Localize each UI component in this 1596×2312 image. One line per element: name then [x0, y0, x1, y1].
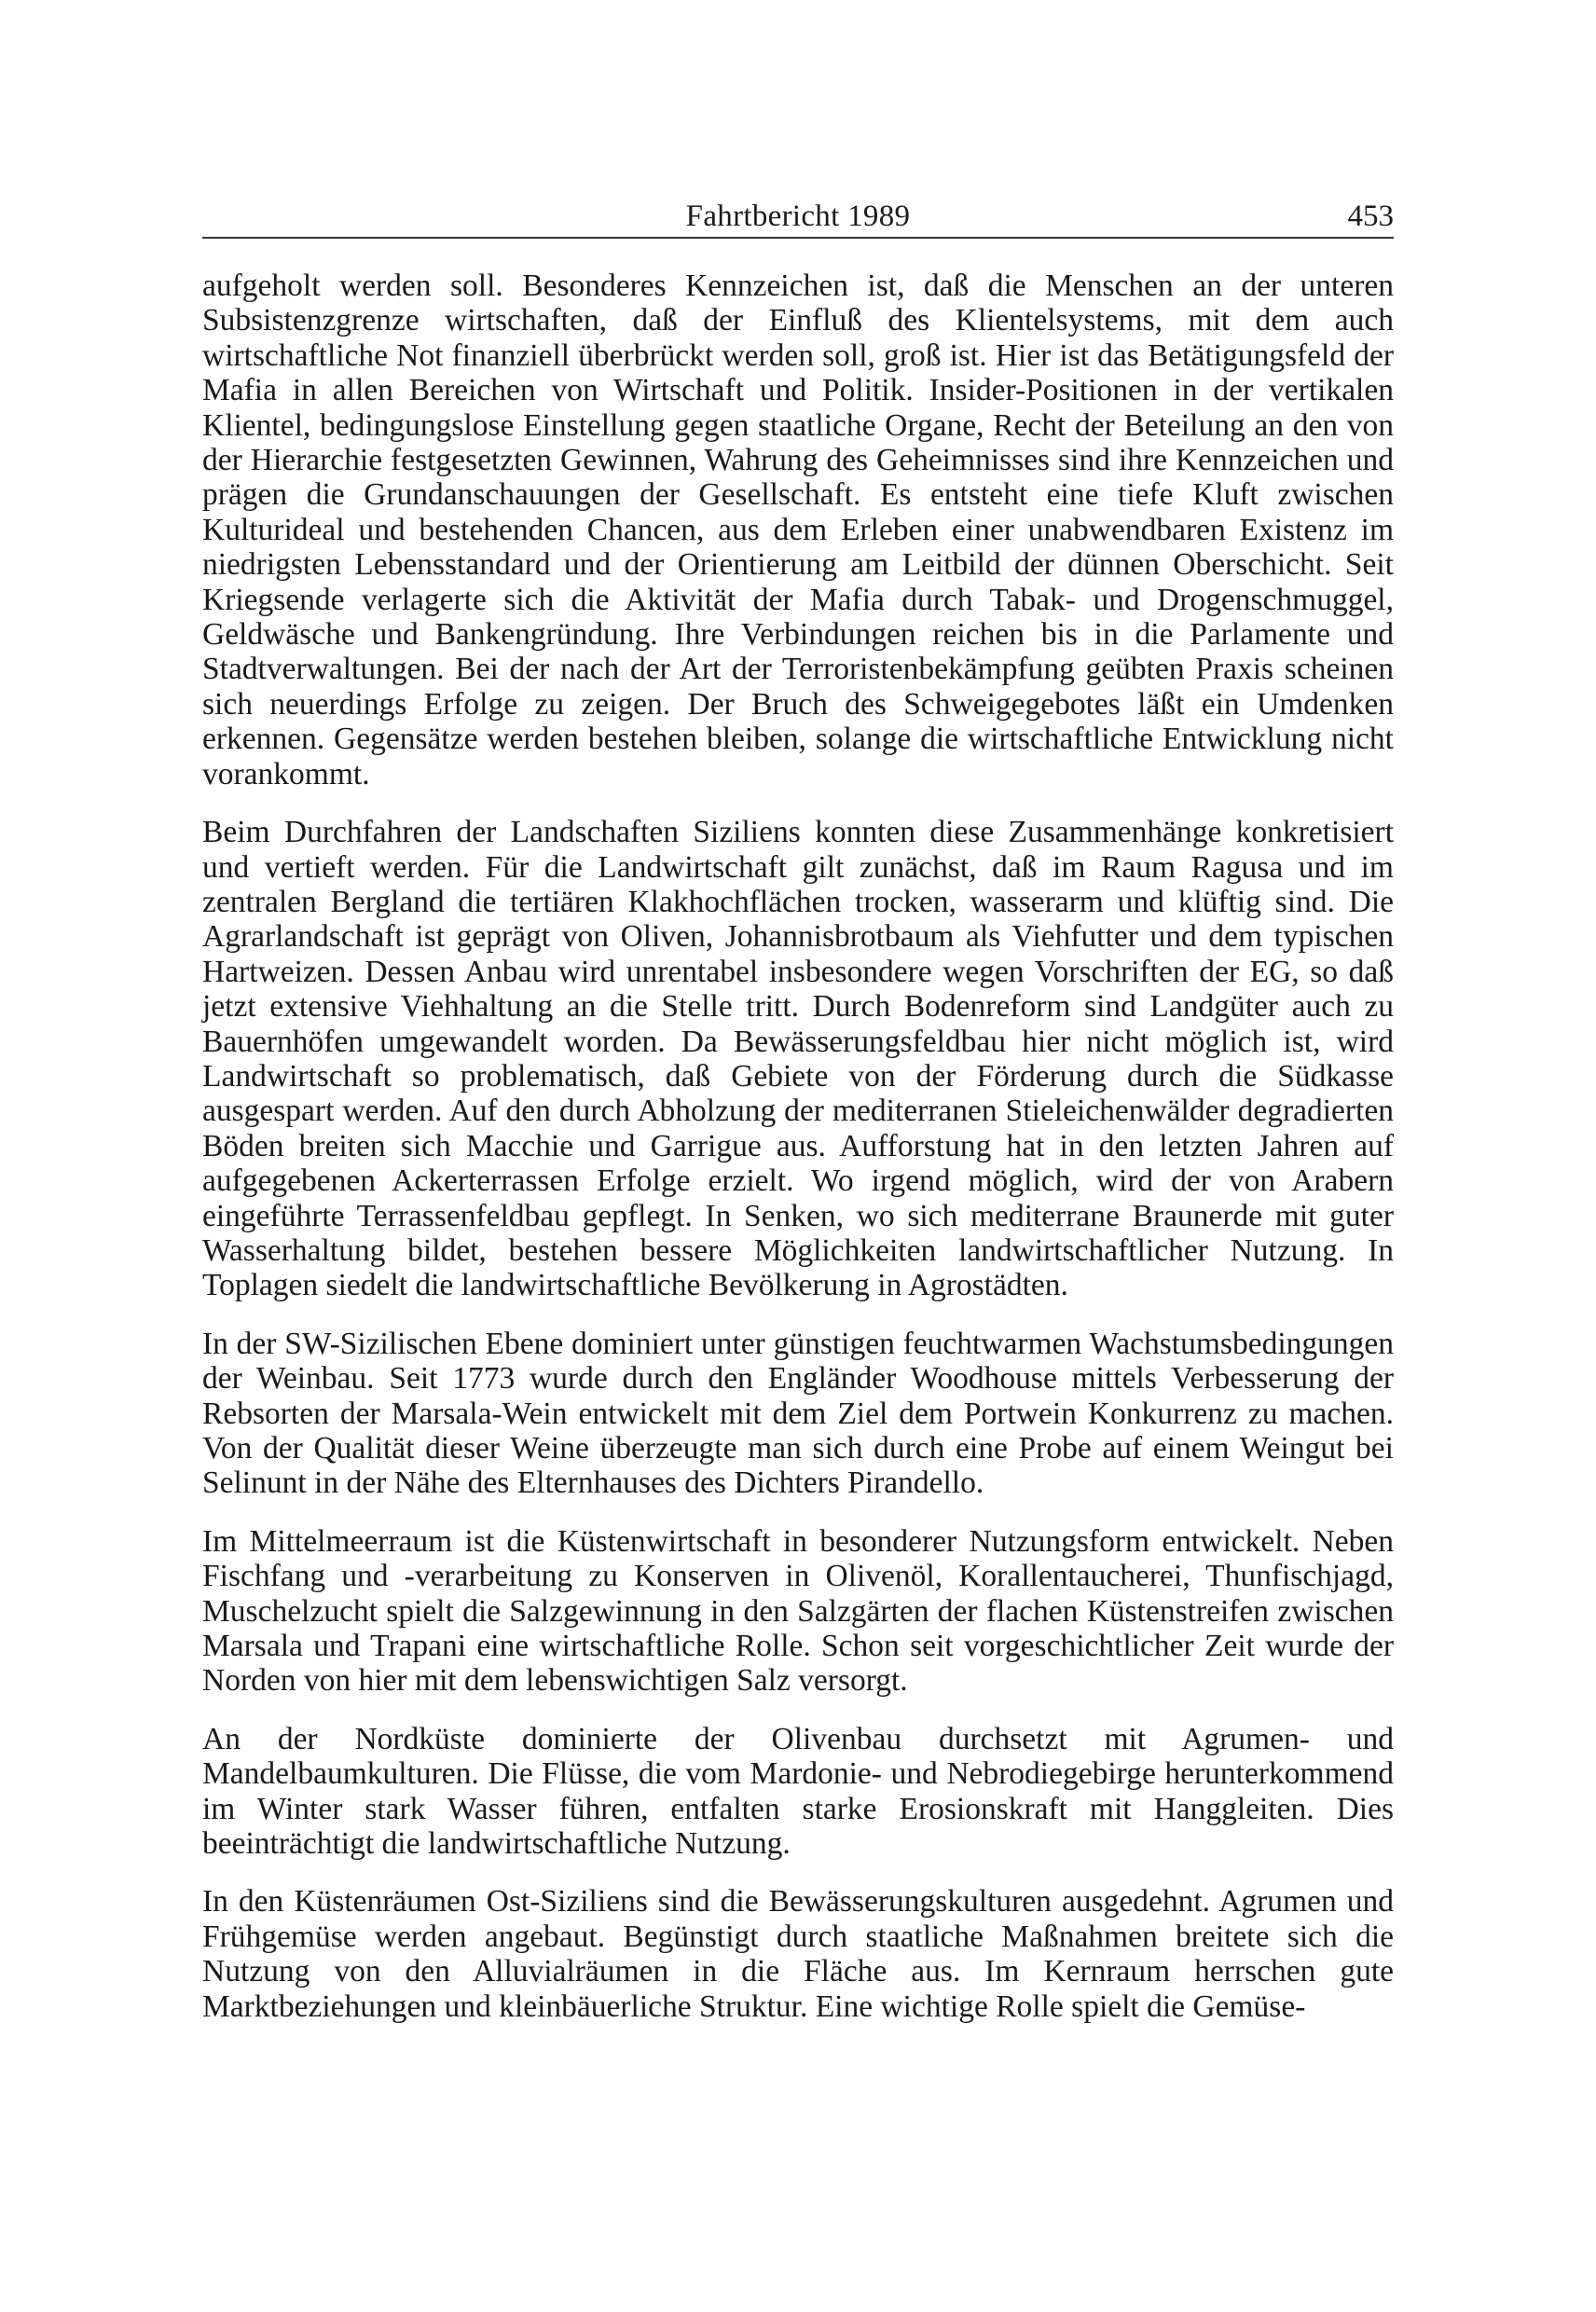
paragraph-ost-sizilien: In den Küstenräumen Ost-Siziliens sind die Bewässerungskulturen ausgedehnt. Agrumen und Frühgemüse werden angebaut. Begünstigt durch staatliche Maßnahmen breitete sich die Nutzung von den Alluvialräumen in die Fläche aus. Im Kernraum herrschen gute Marktbeziehungen und kleinbäuerliche Struktur. Eine wichtige Rolle spielt die Gemüse-: [202, 1884, 1394, 2024]
page-number: 453: [1347, 200, 1394, 233]
running-header: [202, 192, 1394, 239]
paragraph-weinbau: In der SW-Sizilischen Ebene dominiert unter günstigen feuchtwarmen Wachstumsbedingungen der Weinbau. Seit 1773 wurde durch den Engländer Woodhouse mittels Verbesserung der Rebsorten der Marsala-Wein entwickelt mit dem Ziel dem Portwein Konkurrenz zu machen. Von der Qualität dieser Weine überzeugte man sich durch eine Probe auf einem Weingut bei Selinunt in der Nähe des Elternhauses des Dichters Pirandello.: [202, 1326, 1394, 1501]
paragraph-kuestenwirtschaft: Im Mittelmeerraum ist die Küstenwirtschaft in besonderer Nutzungsform entwickelt. Neben Fischfang und -verarbeitung zu Konserven in Olivenöl, Korallentaucherei, Thunfischjagd, Muschelzucht spielt die Salzgewinnung in den Salzgärten der flachen Küstenstreifen zwischen Marsala und Trapani eine wirtschaftliche Rolle. Schon seit vorgeschichtlicher Zeit wurde der Norden von hier mit dem lebenswichtigen Salz versorgt.: [202, 1523, 1394, 1699]
paragraph-nordkueste: An der Nordküste dominierte der Olivenbau durchsetzt mit Agrumen- und Mandelbaumkulturen. Die Flüsse, die vom Mardonie- und Nebrodiegebirge herunterkommend im Winter stark Wasser führen, entfalten starke Erosionskraft mit Hanggleiten. Dies beeinträchtigt die landwirtschaftliche Nutzung.: [202, 1721, 1394, 1862]
body-text: [202, 268, 1394, 2047]
paragraph-mafia: aufgeholt werden soll. Besonderes Kennzeichen ist, daß die Menschen an der unteren Subsistenzgrenze wirtschaften, daß der Einfluß des Klientelsystems, mit dem auch wirtschaftliche Not finanziell überbrückt werden soll, groß ist. Hier ist das Betätigungsfeld der Mafia in allen Bereichen von Wirtschaft und Politik. Insider-Positionen in der vertikalen Klientel, bedingungslose Einstellung gegen staatliche Organe, Recht der Beteilung an den von der Hierarchie festgesetzten Gewinnen, Wahrung des Geheimnisses sind ihre Kennzeichen und prägen die Grundanschauungen der Gesellschaft. Es entsteht eine tiefe Kluft zwischen Kulturideal und bestehenden Chancen, aus dem Erleben einer unabwendbaren Existenz im niedrigsten Lebensstandard und der Orientierung am Leitbild der dünnen Oberschicht. Seit Kriegsende verlagerte sich die Aktivität der Mafia durch Tabak- und Drogenschmuggel, Geldwäsche und Bankengründung. Ihre Verbindungen reichen bis in die Parlamente und Stadtverwaltungen. Bei der nach der Art der Terroristenbekämpfung geübten Praxis scheinen sich neuerdings Erfolge zu zeigen. Der Bruch des Schweigegebotes läßt ein Umdenken erkennen. Gegensätze werden bestehen bleiben, solange die wirtschaftliche Entwicklung nicht vorankommt.: [202, 268, 1394, 791]
paragraph-landwirtschaft: Beim Durchfahren der Landschaften Siziliens konnten diese Zusammenhänge konkretisiert und vertieft werden. Für die Landwirtschaft gilt zunächst, daß im Raum Ragusa und im zentralen Bergland die tertiären Klakhochflächen trocken, wasserarm und klüftig sind. Die Agrarlandschaft ist geprägt von Oliven, Johannisbrotbaum als Viehfutter und dem typischen Hartweizen. Dessen Anbau wird unrentabel insbesondere wegen Vorschriften der EG, so daß jetzt extensive Viehhaltung an die Stelle tritt. Durch Bodenreform sind Landgüter auch zu Bauernhöfen umgewandelt worden. Da Bewässerungsfeldbau hier nicht möglich ist, wird Landwirtschaft so problematisch, daß Gebiete von der Förderung durch die Südkasse ausgespart werden. Auf den durch Abholzung der mediterranen Stieleichenwälder degradierten Böden breiten sich Macchie und Garrigue aus. Aufforstung hat in den letzten Jahren auf aufgegebenen Ackerterrassen Erfolge erzielt. Wo irgend möglich, wird der von Arabern eingeführte Terrassenfeldbau gepflegt. In Senken, wo sich mediterrane Braunerde mit guter Wasserhaltung bildet, bestehen bessere Möglichkeiten landwirtschaftlicher Nutzung. In Toplagen siedelt die landwirtschaftliche Bevölkerung in Agrostädten.: [202, 815, 1394, 1303]
book-page: [202, 0, 1394, 2312]
running-title: Fahrtbericht 1989: [685, 200, 911, 233]
